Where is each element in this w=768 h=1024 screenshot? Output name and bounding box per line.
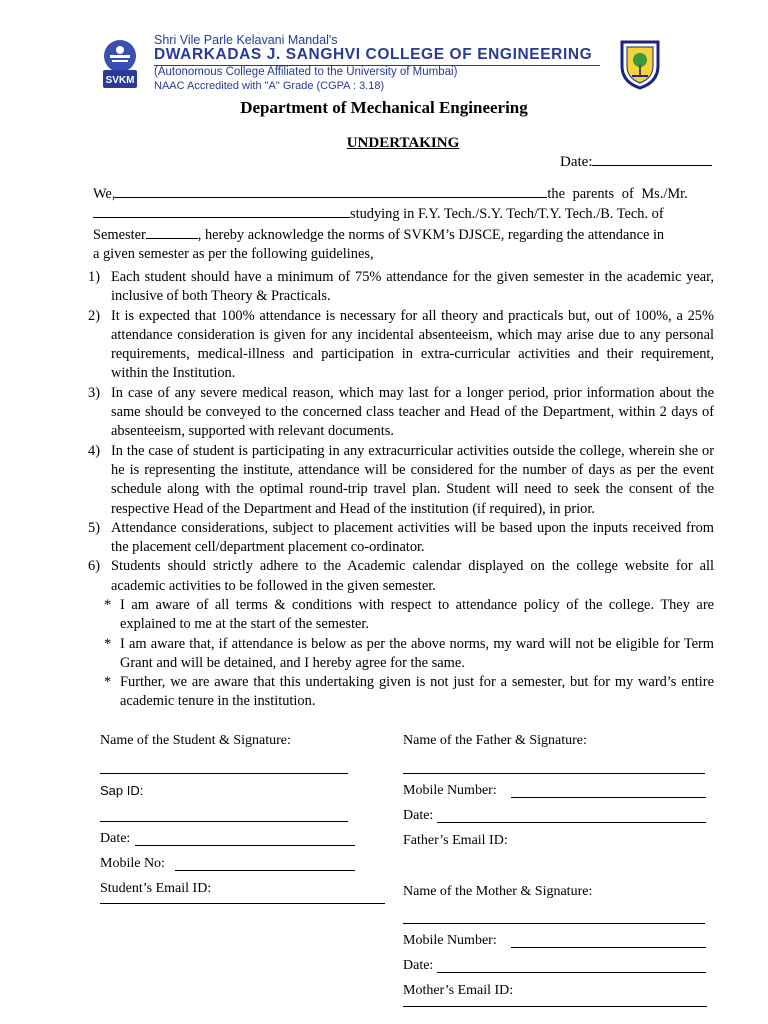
- guideline-item: [88, 307, 714, 384]
- declaration-text: Further, we are aware that this undertaking given is not just for a semester, but for my ward’s entire academic tenure in the institution.: [120, 674, 714, 710]
- student-email-line[interactable]: [100, 903, 385, 904]
- document-title-text: UNDERTAKING: [346, 135, 460, 151]
- asterisk-mark: *: [104, 635, 112, 652]
- department-title: Department of Mechanical Engineering: [240, 98, 528, 117]
- intro-line1-end: the parents of Ms./Mr.: [547, 186, 688, 202]
- intro-paragraph: [93, 184, 714, 264]
- intro-line-4: a given semester as per the following guidelines,: [93, 245, 374, 262]
- father-date-line[interactable]: [437, 822, 706, 823]
- document-title: [0, 135, 768, 152]
- student-date-label: Date:: [100, 831, 131, 846]
- intro-line-2: [93, 204, 714, 224]
- student-mobile-label: Mobile No:: [100, 856, 165, 871]
- student-email-label: Student’s Email ID:: [100, 881, 212, 896]
- mother-name-signature-label: Name of the Mother & Signature:: [403, 884, 593, 899]
- mother-mobile-line[interactable]: [511, 947, 706, 948]
- college-name: DWARKADAS J. SANGHVI COLLEGE OF ENGINEERING: [154, 46, 593, 63]
- guideline-number: 2): [88, 307, 100, 324]
- mother-email-label: Mother’s Email ID:: [403, 983, 514, 998]
- date-field-top: [560, 152, 712, 171]
- declarations-list: [104, 596, 714, 712]
- guideline-number: 5): [88, 519, 100, 536]
- college-crest-logo: [618, 38, 662, 90]
- guideline-text: Each student should have a minimum of 75% attendance for the given semester in the academic year, inclusive of both Theory & Practicals.: [111, 269, 714, 305]
- father-name-signature-label: Name of the Father & Signature:: [403, 733, 587, 748]
- guideline-number: 6): [88, 558, 100, 575]
- sap-id-line[interactable]: [100, 821, 348, 822]
- sap-id-label: Sap ID:: [100, 783, 144, 798]
- accreditation-text: NAAC Accredited with "A" Grade (CGPA : 3.18): [154, 80, 385, 92]
- semester-blank[interactable]: [146, 225, 198, 239]
- declaration-item: [104, 673, 714, 712]
- guideline-item: [88, 384, 714, 442]
- svkm-logo-text: SVKM: [105, 75, 135, 86]
- father-mobile-label: Mobile Number:: [403, 783, 497, 798]
- guideline-number: 1): [88, 269, 100, 285]
- intro-line-1: [93, 184, 714, 204]
- asterisk-mark: *: [104, 674, 112, 691]
- declaration-text: I am aware of all terms & conditions with respect to attendance policy of the college. They are explained to me at the start of the semester.: [120, 597, 714, 633]
- date-blank[interactable]: [592, 152, 712, 166]
- guideline-text: Students should strictly adhere to the Academic calendar displayed on the college website for all academic activities to be followed in the given semester.: [111, 558, 714, 594]
- student-signature-line[interactable]: [100, 773, 348, 774]
- guideline-item: [88, 268, 714, 307]
- guideline-number: 3): [88, 384, 100, 401]
- intro-we: We,: [93, 186, 116, 202]
- mother-email-line[interactable]: [403, 1006, 707, 1007]
- mother-mobile-label: Mobile Number:: [403, 933, 497, 948]
- guideline-text: In the case of student is participating in any extracurricular activities outside the college, wherein she or he is representing the institute, attendance will be considered for the number of days as per the event schedule along with the optimal round-trip travel plan. Student will need to seek the consent of the respective Head of the Department and Head of the institution (if required), in prior.: [111, 442, 714, 517]
- intro-semester: Semester: [93, 226, 146, 243]
- intro-line2-end: studying in F.Y. Tech./S.Y. Tech/T.Y. Tech./B. Tech. of: [350, 206, 664, 223]
- asterisk-mark: *: [104, 597, 112, 613]
- affiliation-text: (Autonomous College Affiliated to the University of Mumbai): [154, 66, 458, 78]
- intro-line3-end: , hereby acknowledge the norms of SVKM’s DJSCE, regarding the attendance in: [197, 226, 665, 243]
- mother-date-label: Date:: [403, 958, 434, 973]
- svkm-logo: [95, 36, 145, 92]
- trust-name: Shri Vile Parle Kelavani Mandal's: [154, 33, 338, 47]
- guideline-text: Attendance considerations, subject to placement activities will be based upon the inputs received from the placement cell/department placement co-ordinator.: [111, 519, 714, 556]
- guideline-item: [88, 442, 714, 519]
- student-name-signature-label: Name of the Student & Signature:: [100, 733, 291, 748]
- declaration-item: [104, 635, 714, 674]
- father-email-label: Father’s Email ID:: [403, 833, 508, 848]
- declaration-item: [104, 596, 714, 635]
- guideline-item: [88, 519, 714, 558]
- father-date-label: Date:: [403, 808, 434, 823]
- student-mobile-line[interactable]: [175, 870, 355, 871]
- father-signature-line[interactable]: [403, 773, 705, 774]
- guideline-text: In case of any severe medical reason, which may last for a longer period, prior information about the same should be conveyed to the concerned class teacher and Head of the Department, within 2 days of absenteeism, supported with relevant documents.: [111, 384, 714, 440]
- guideline-number: 4): [88, 442, 100, 459]
- intro-line-3: [93, 225, 714, 245]
- student-name-blank[interactable]: [93, 204, 350, 218]
- mother-signature-line[interactable]: [403, 923, 705, 924]
- mother-date-line[interactable]: [437, 972, 706, 973]
- guideline-item: [88, 557, 714, 596]
- declaration-text: I am aware that, if attendance is below as per the above norms, my ward will not be eligible for Term Grant and will be detained, and I hereby agree for the same.: [120, 635, 714, 671]
- parents-name-blank[interactable]: [115, 184, 547, 198]
- guidelines-list: [88, 268, 714, 596]
- father-mobile-line[interactable]: [511, 797, 706, 798]
- student-date-line[interactable]: [135, 845, 355, 846]
- guideline-text: It is expected that 100% attendance is necessary for all theory and practicals but, out of 100%, a 25% attendance consideration is given for any incidental absenteeism, which may arise due to any personal requirements, medical-illness and participation in extra-curricular activities and their requirement, within the Institution.: [111, 307, 714, 382]
- date-label: Date:: [560, 154, 593, 170]
